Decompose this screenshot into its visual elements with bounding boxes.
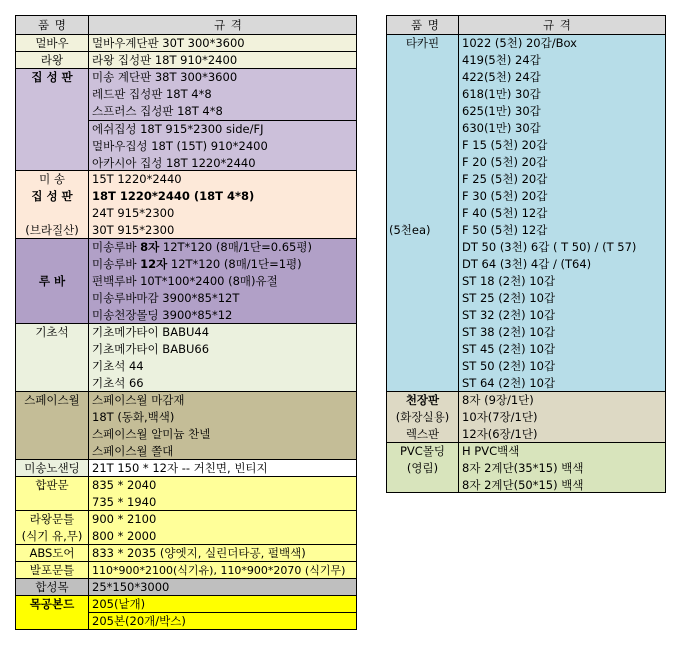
- spec-glulam-6: 아카시아 집성 18T 1220*2440: [92, 156, 256, 170]
- name-spacewall: 스페이스월: [24, 393, 80, 407]
- spec-plywood-door-1: 835 * 2040: [92, 478, 157, 492]
- spec-tacker-pin: F 15 (5천) 20갑: [462, 138, 548, 152]
- spec-tacker-pin: ST 25 (2천) 10갑: [462, 291, 556, 305]
- header-spec: 규 격: [543, 18, 572, 32]
- name-merbau: 멀바우: [35, 36, 69, 50]
- spec-ceiling-3: 12자(6장/1단): [462, 427, 538, 441]
- name-ceiling-panel: 천장판: [405, 393, 440, 407]
- spec-pine-3: 24T 915*2300: [92, 206, 175, 220]
- name-synthetic-wood: 합성목: [35, 580, 69, 594]
- spec-glulam-3: 스프러스 집성판 18T 4*8: [92, 104, 223, 118]
- spec-abs-door: 833 * 2035 (양엣지, 실린더타공, 펄백색): [92, 546, 306, 560]
- spec-louver-2: 미송루바 12자 12T*120 (8매/1단=1평): [92, 257, 302, 271]
- name-lauan-frame-2: (식기 유,무): [21, 529, 83, 543]
- spec-tacker-pin: ST 32 (2천) 10갑: [462, 308, 556, 322]
- spec-tacker-pin: F 50 (5천) 12갑: [462, 223, 548, 237]
- spec-pine-2: 18T 1220*2440 (18T 4*8): [92, 189, 255, 203]
- spec-pine-1: 15T 1220*2440: [92, 172, 182, 186]
- spec-tacker-pin: 630(1만) 30갑: [462, 121, 541, 135]
- spec-foundation-4: 기초석 66: [92, 376, 144, 390]
- spec-tacker-pin: 1022 (5천) 20갑/Box: [462, 36, 577, 50]
- spec-spacewall-3: 스페이스월 알미늄 찬넬: [92, 427, 211, 441]
- name-ceiling-panel-2: (화장실용): [395, 410, 450, 424]
- spec-tacker-pin: DT 50 (3천) 6갑 ( T 50) / (T 57): [462, 240, 637, 254]
- left-table-header: [16, 16, 356, 35]
- spec-synthetic-wood: 25*150*3000: [92, 580, 170, 594]
- spec-lauan-frame-1: 900 * 2100: [92, 512, 157, 526]
- header-spec: 규 격: [214, 18, 243, 32]
- spec-pvc-1: H PVC백색: [462, 444, 520, 458]
- spec-foundation-1: 기초메가타이 BABU44: [92, 325, 210, 339]
- spec-tacker-pin: F 25 (5천) 20갑: [462, 172, 548, 186]
- spec-louver-1: 미송루바 8자 12T*120 (8매/1단=0.65평): [92, 240, 312, 254]
- spec-nosanding: 21T 150 * 12자 -- 거친면, 빈티지: [92, 461, 268, 475]
- name-pine-4: (브라질산): [25, 223, 79, 237]
- name-wood-glue: 목공본드: [29, 597, 75, 611]
- spec-ceiling-1: 8자 (9장/1단): [462, 393, 534, 407]
- spec-merbau: 멀바우계단판 30T 300*3600: [92, 36, 245, 50]
- right-spec-table: [386, 15, 666, 493]
- spec-glulam-1: 미송 계단판 38T 300*3600: [92, 70, 238, 84]
- spec-lauan: 라왕 집성판 18T 910*2400: [92, 53, 238, 67]
- name-pvc-molding: PVC몰딩: [399, 444, 446, 458]
- header-name: 품 명: [38, 18, 67, 32]
- name-lauan: 라왕: [40, 53, 64, 67]
- spec-tacker-pin: ST 45 (2천) 10갑: [462, 342, 556, 356]
- spec-wood-glue-2: 205본(20개/박스): [92, 614, 186, 628]
- spec-foundation-3: 기초석 44: [92, 359, 144, 373]
- spec-glulam-5: 멀바우집성 18T (15T) 910*2400: [92, 139, 268, 153]
- name-louver: 루 바: [38, 274, 66, 288]
- spec-tacker-pin: 422(5천) 24갑: [462, 70, 541, 84]
- name-pine-1: 미 송: [39, 172, 65, 186]
- spec-pvc-3: 8자 2계단(50*15) 백색: [462, 478, 584, 492]
- spec-tacker-pin: 419(5천) 24갑: [462, 53, 541, 67]
- name-ceiling-panel-3: 렉스판: [405, 427, 440, 441]
- spec-glulam-4: 에쉬집성 18T 915*2300 side/FJ: [92, 122, 264, 136]
- name-foam-frame: 발포문틀: [29, 563, 75, 577]
- spec-pine-4: 30T 915*2300: [92, 223, 175, 237]
- spec-ceiling-2: 10자(7장/1단): [462, 410, 538, 424]
- name-tacker-pin: 타카핀: [405, 36, 440, 50]
- spec-tacker-pin: ST 38 (2천) 10갑: [462, 325, 556, 339]
- spec-foam-frame: 110*900*2100(식기유), 110*900*2070 (식기무): [92, 564, 346, 577]
- spec-lauan-frame-2: 800 * 2000: [92, 529, 157, 543]
- name-nosanding: 미송노샌딩: [24, 461, 80, 475]
- spec-glulam-2: 레드판 집성판 18T 4*8: [92, 87, 212, 101]
- spec-tacker-pin: 618(1만) 30갑: [462, 87, 541, 101]
- name-lauan-frame-1: 라왕문틀: [29, 512, 75, 526]
- spec-wood-glue-1: 205(낱개): [92, 597, 146, 611]
- name-foundation: 기초석: [35, 325, 69, 339]
- name-pine-2: 집 성 판: [31, 189, 73, 203]
- spec-spacewall-2: 18T (동화,백색): [92, 410, 175, 424]
- spec-pvc-2: 8자 2계단(35*15) 백색: [462, 461, 584, 475]
- right-table-header: [387, 16, 665, 35]
- spec-tacker-pin: 625(1만) 30갑: [462, 104, 541, 118]
- name-pvc-molding-2: (영림): [406, 461, 439, 475]
- left-spec-table: [15, 15, 357, 630]
- name-glulam: 집 성 판: [31, 70, 73, 84]
- name-tacker-pin-qty: (5천ea): [389, 223, 431, 237]
- spec-foundation-2: 기초메가타이 BABU66: [92, 342, 210, 356]
- spec-louver-5: 미송천장몰딩 3900*85*12: [92, 308, 233, 322]
- spec-spacewall-4: 스페이스월 쫄대: [92, 444, 174, 458]
- spec-tacker-pin: F 20 (5천) 20갑: [462, 155, 548, 169]
- header-name: 품 명: [411, 18, 440, 32]
- spec-spacewall-1: 스페이스월 마감재: [92, 393, 185, 407]
- name-abs-door: ABS도어: [29, 546, 75, 560]
- spec-tacker-pin: ST 18 (2천) 10갑: [462, 274, 556, 288]
- spec-louver-4: 미송루바마감 3900*85*12T: [92, 291, 240, 305]
- spec-tacker-pin: F 30 (5천) 20갑: [462, 189, 548, 203]
- spec-tacker-pin: ST 64 (2천) 10갑: [462, 376, 556, 390]
- spec-tacker-pin: ST 50 (2천) 10갑: [462, 359, 556, 373]
- spec-tacker-pin: DT 64 (3천) 4갑 / (T64): [462, 257, 592, 271]
- spec-plywood-door-2: 735 * 1940: [92, 495, 157, 509]
- spec-louver-3: 편백루바 10T*100*2400 (8매)유절: [92, 274, 278, 288]
- spec-tacker-pin: F 40 (5천) 12갑: [462, 206, 548, 220]
- name-plywood-door: 합판문: [35, 478, 69, 492]
